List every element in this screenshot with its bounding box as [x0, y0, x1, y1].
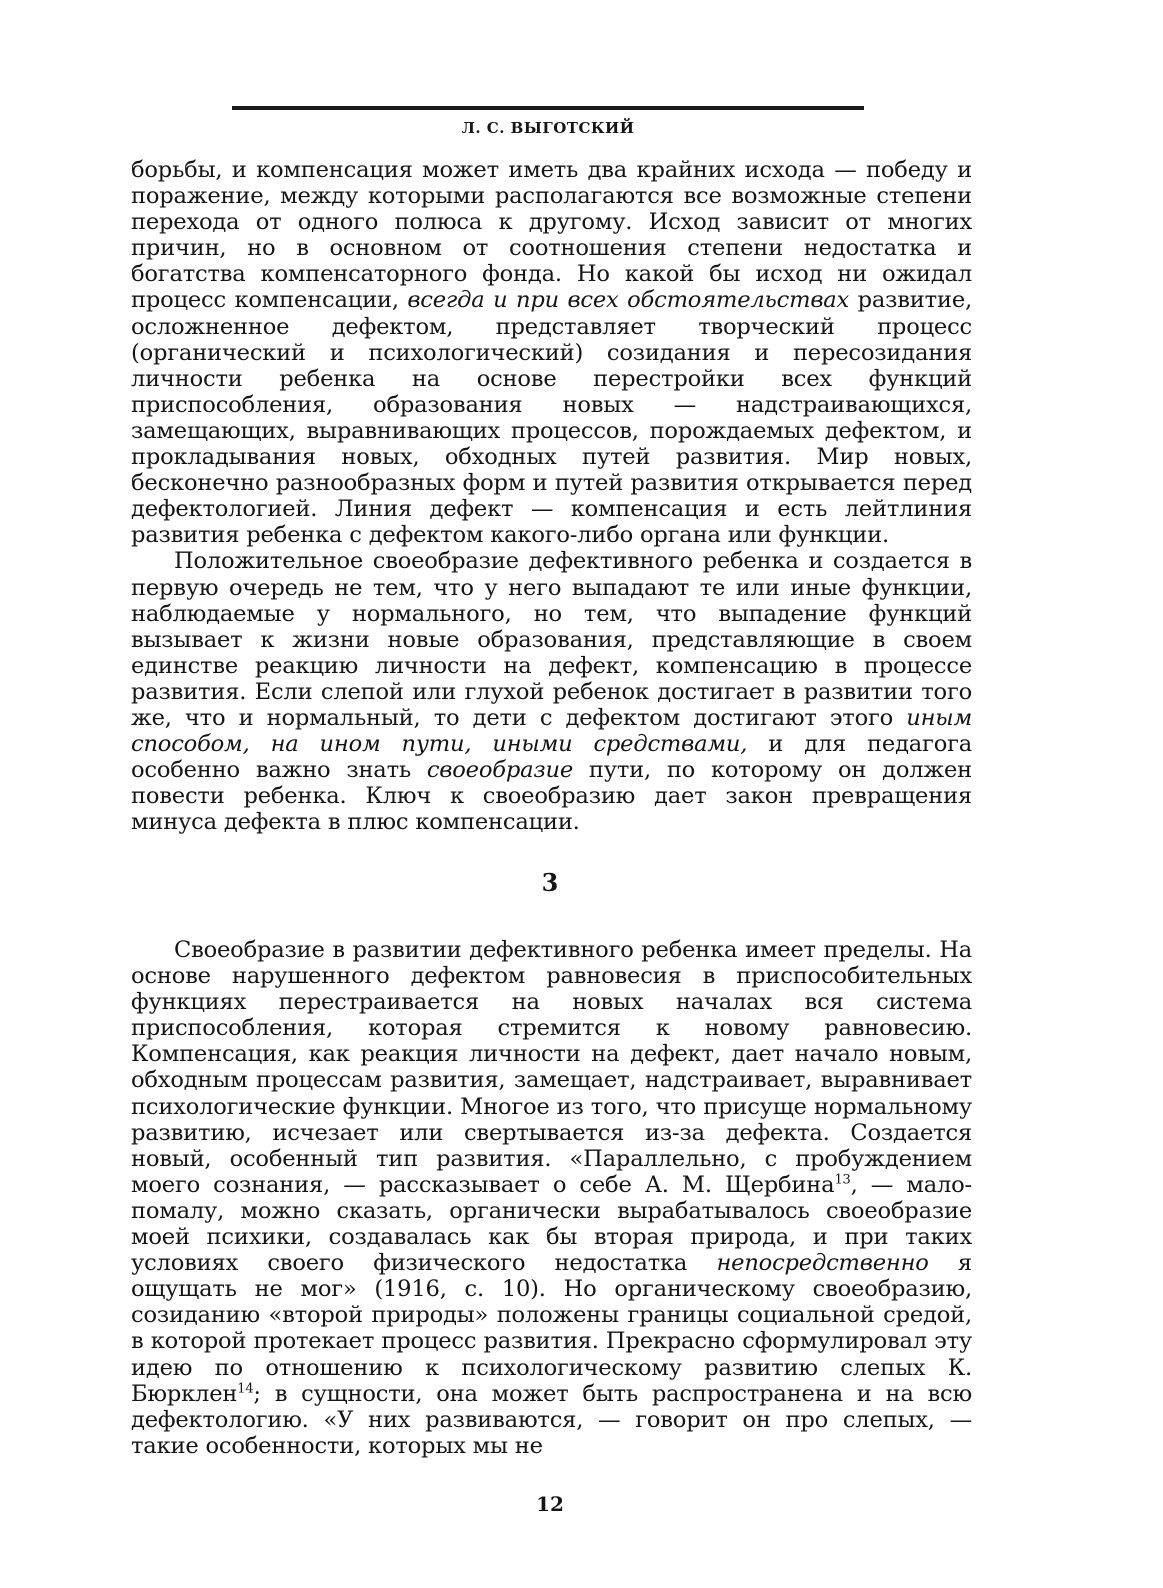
running-head: Л. С. ВЫГОТСКИЙ	[461, 119, 635, 137]
emphasis-text: всегда и при всех обстоятельствах	[407, 287, 850, 314]
paragraph-text: пути, по которому он должен повести ребенка. Ключ к своеобразию дает закон превращения минуса дефекта в плюс компенсации.	[131, 757, 972, 836]
paragraph-text: Положительное своеобразие дефективного ребенка и создается в первую очередь не тем, что у него выпадают те или иные функции, наблюдаемые у нормального, но тем, что выпадение функций вызывает к жизни новые образования, представляющие в своем единстве реакцию личности на дефект, компенсацию в процессе развития. Если слепой или глухой ребенок достигает в развитии того же, что и нормальный, то дети с дефектом достигают этого	[131, 548, 972, 731]
paragraph-text: ; в сущности, она может быть распространена и на всю дефектологию. «У них развиваются, — говорит он про слепых, — такие особенности, которых мы не	[131, 1380, 972, 1459]
text-block-bottom	[131, 937, 972, 1459]
emphasis-text: непосредственно	[716, 1250, 929, 1277]
header-rule	[232, 106, 864, 110]
paragraph-text: , — мало-помалу, можно сказать, органически вырабатывалось своеобразие моей психики, создавалась как бы вторая природа, и при таких условиях своего физического недостатка	[131, 1171, 972, 1277]
section-number: 3	[541, 868, 559, 897]
paragraph-2	[131, 548, 972, 835]
footnote-ref[interactable]: 13	[834, 1172, 851, 1188]
paragraph-text: развитие, осложненное дефектом, представляет творческий процесс (органический и психологический) созидания и пересозидания личности ребенка на основе перестройки всех функций приспособления, образования новых — надстраивающихся, замещающих, выравнивающих процессов, порождаемых дефектом, и прокладывания новых, обходных путей развития. Мир новых, бесконечно разнообразных форм и путей развития открывается перед дефектологией. Линия дефект — компенсация и есть лейтлиния развития ребенка с дефектом какого-либо органа или функции.	[131, 287, 972, 549]
paragraph-text: я ощущать не мог» (1916, с. 10). Но органическому своеобразию, созиданию «второй природы» положены границы социальной средой, в которой протекает процесс развития. Прекрасно сформулировал эту идею по отношению к психологическому развитию слепых К. Бюрклен	[131, 1250, 972, 1407]
text-block-top	[131, 157, 972, 835]
paragraph-1	[131, 157, 972, 548]
footnote-ref[interactable]: 14	[237, 1381, 254, 1397]
paragraph-text: и для педагога особенно важно знать	[131, 731, 973, 784]
page-number: 12	[536, 1492, 564, 1516]
paragraph-text: борьбы, и компенсация может иметь два крайних исхода — победу и поражение, между которыми располагаются все возможные степени перехода от одного полюса к другому. Исход зависит от многих причин, но в основном от соотношения степени недостатка и богатства компенсаторного фонда. Но какой бы исход ни ожидал процесс компенсации,	[131, 157, 972, 314]
paragraph-text: Своеобразие в развитии дефективного ребенка имеет пределы. На основе нарушенного дефектом равновесия в приспособительных функциях перестраивается на новых началах вся система приспособления, которая стремится к новому равновесию. Компенсация, как реакция личности на дефект, дает начало новым, обходным процессам развития, замещает, надстраивает, выравнивает психологические функции. Многое из того, что присуще нормальному развитию, исчезает или свертывается из-за дефекта. Создается новый, особенный тип развития. «Параллельно, с пробуждением моего сознания, — рассказывает о себе А. М. Щербина	[131, 937, 972, 1198]
paragraph-3	[131, 937, 972, 1459]
emphasis-text: своеобразие	[426, 757, 573, 784]
emphasis-text: иным способом, на ином пути, иными средствами,	[131, 704, 972, 758]
